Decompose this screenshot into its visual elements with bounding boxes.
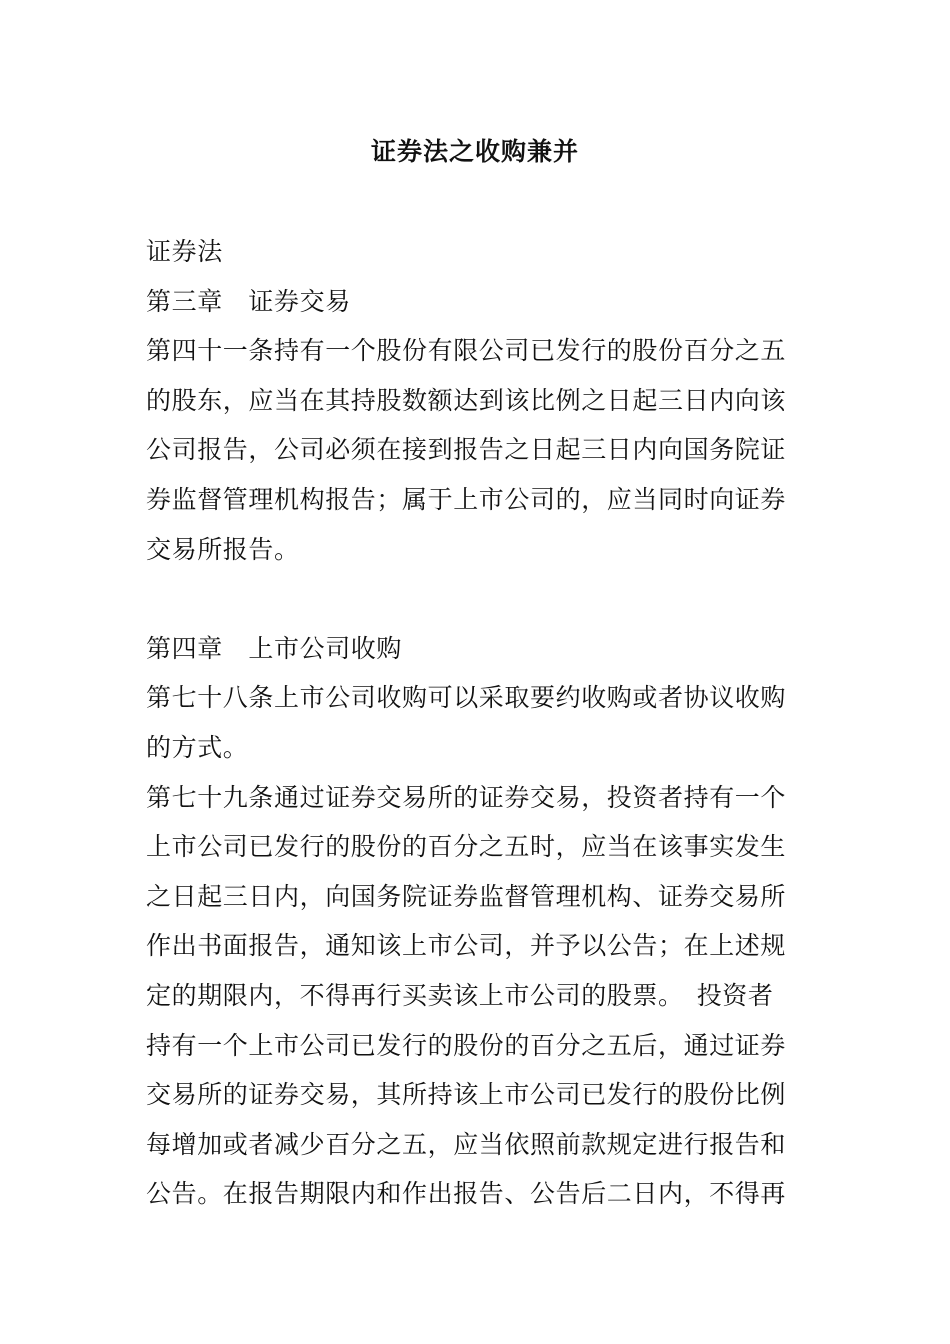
chapter-heading: 第三章 证券交易 xyxy=(146,286,351,316)
document-body xyxy=(146,227,810,1219)
body-line: 第七十八条上市公司收购可以采取要约收购或者协议收购 xyxy=(146,683,787,713)
body-line: 持有一个上市公司已发行的股份的百分之五后，通过证券 xyxy=(146,1030,787,1060)
document-title: 证券法之收购兼并 xyxy=(370,137,579,166)
body-line: 证券法 xyxy=(146,237,223,266)
blank-line xyxy=(146,574,810,624)
body-line: 交易所的证券交易，其所持该上市公司已发行的股份比例 xyxy=(146,1080,787,1110)
body-line: 上市公司已发行的股份的百分之五时，应当在该事实发生 xyxy=(146,832,787,862)
body-line: 公司报告，公司必须在接到报告之日起三日内向国务院证 xyxy=(146,435,787,465)
body-line: 的股东，应当在其持股数额达到该比例之日起三日内向该 xyxy=(146,385,787,415)
body-line: 公告。在报告期限内和作出报告、公告后二日内，不得再 xyxy=(146,1179,787,1209)
body-line: 的方式。 xyxy=(146,732,249,762)
body-line: 定的期限内，不得再行买卖该上市公司的股票。 投资者 xyxy=(146,980,774,1010)
body-line: 第七十九条通过证券交易所的证券交易，投资者持有一个 xyxy=(146,782,787,812)
body-line: 交易所报告。 xyxy=(146,534,300,564)
body-line: 第四十一条持有一个股份有限公司已发行的股份百分之五 xyxy=(146,336,787,366)
body-line: 之日起三日内，向国务院证券监督管理机构、证券交易所 xyxy=(146,881,787,911)
chapter-heading: 第四章 上市公司收购 xyxy=(146,633,403,663)
body-line: 券监督管理机构报告；属于上市公司的，应当同时向证券 xyxy=(146,484,787,514)
body-line: 每增加或者减少百分之五，应当依照前款规定进行报告和 xyxy=(146,1129,787,1159)
body-line: 作出书面报告，通知该上市公司，并予以公告；在上述规 xyxy=(146,931,787,961)
